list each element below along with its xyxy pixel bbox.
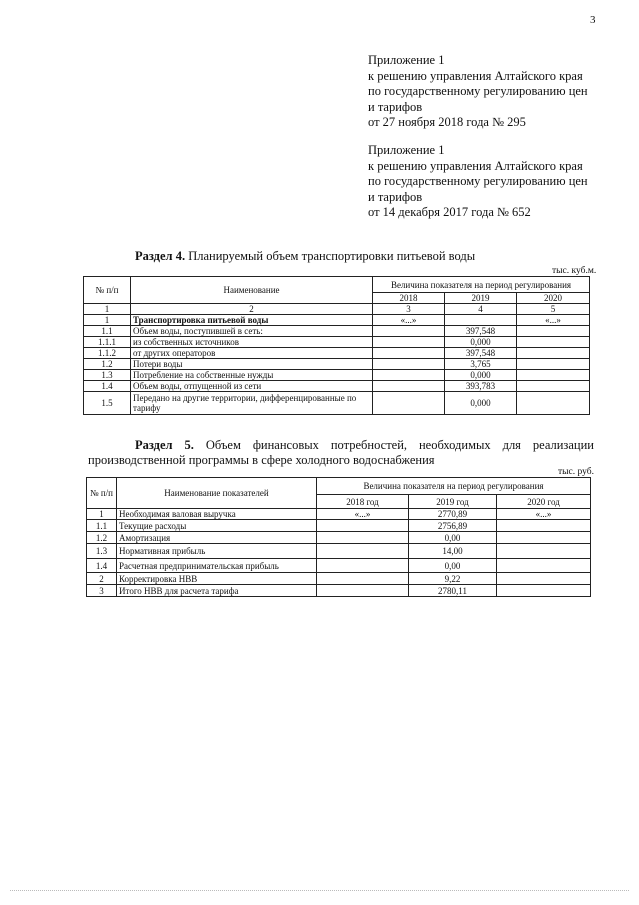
- table-row: [87, 509, 591, 520]
- row-value-2019: 393,783: [445, 381, 517, 392]
- row-num: 1.2: [84, 359, 131, 370]
- header-year-2018: 2018 год: [317, 495, 409, 509]
- row-num: 1.1: [84, 326, 131, 337]
- row-value-2018: [317, 559, 409, 573]
- row-name: Корректировка НВВ: [117, 573, 317, 585]
- row-name: Нормативная прибыль: [117, 544, 317, 559]
- row-num: 1: [87, 509, 117, 520]
- row-value-2019: 9,22: [409, 573, 497, 585]
- appendix-line: по государственному регулированию цен: [368, 174, 588, 188]
- row-value-2019: 0,00: [409, 559, 497, 573]
- section-5-title: [88, 438, 594, 468]
- row-name: Потери воды: [131, 359, 373, 370]
- row-num: 1.5: [84, 392, 131, 415]
- header-year-2019: 2019: [445, 293, 517, 304]
- row-value-2019: 0,000: [445, 370, 517, 381]
- appendix-line: и тарифов: [368, 99, 423, 114]
- appendix-line: от 14 декабря 2017 года № 652: [368, 205, 531, 219]
- row-value-2018: [373, 348, 445, 359]
- row-value-2019: 397,548: [445, 326, 517, 337]
- row-value-2019: 14,00: [409, 544, 497, 559]
- table-row: [87, 544, 591, 559]
- header-period: Величина показателя на период регулирования: [317, 478, 591, 495]
- table-row: [84, 370, 590, 381]
- row-num: 1.1.2: [84, 348, 131, 359]
- row-value-2020: [497, 544, 591, 559]
- table-row: [84, 359, 590, 370]
- row-name: Транспортировка питьевой воды: [131, 315, 373, 326]
- row-value-2020: [497, 532, 591, 544]
- section-5-number: Раздел 5.: [135, 438, 194, 452]
- header-year-2018: 2018: [373, 293, 445, 304]
- row-value-2019: 0,00: [409, 532, 497, 544]
- table-row: [87, 532, 591, 544]
- row-num: 1.4: [87, 559, 117, 573]
- row-value-2019: 0,000: [445, 337, 517, 348]
- page-number: 3: [590, 14, 596, 26]
- row-num: 1.2: [87, 532, 117, 544]
- row-value-2020: [517, 359, 590, 370]
- row-name: Потребление на собственные нужды: [131, 370, 373, 381]
- header-num: № п/п: [84, 277, 131, 304]
- col-number: 1: [84, 304, 131, 315]
- row-value-2020: [517, 326, 590, 337]
- section-5-title-text: Объем финансовых потребностей, необходимых для реализации производственной программы в сфере холодного водоснабжения: [88, 438, 594, 467]
- col-number: 5: [517, 304, 590, 315]
- appendix-line: и тарифов: [368, 189, 423, 204]
- row-num: 3: [87, 585, 117, 597]
- row-value-2018: [373, 381, 445, 392]
- section-4-unit: тыс. куб.м.: [552, 266, 597, 276]
- row-value-2020: [497, 559, 591, 573]
- row-value-2019: 2770,89: [409, 509, 497, 520]
- row-value-2020: [517, 381, 590, 392]
- row-num: 1.1.1: [84, 337, 131, 348]
- table-row: [84, 337, 590, 348]
- table-row: [84, 392, 590, 415]
- row-num: 1: [84, 315, 131, 326]
- row-name: Расчетная предпринимательская прибыль: [117, 559, 317, 573]
- appendix-line: по государственному регулированию цен: [368, 84, 588, 98]
- header-year-2019: 2019 год: [409, 495, 497, 509]
- col-number: 4: [445, 304, 517, 315]
- row-num: 1.1: [87, 520, 117, 532]
- row-value-2018: [373, 337, 445, 348]
- row-value-2019: 0,000: [445, 392, 517, 415]
- section-4-title: [135, 249, 475, 264]
- row-value-2018: [317, 573, 409, 585]
- row-name: Амортизация: [117, 532, 317, 544]
- header-name: Наименование: [131, 277, 373, 304]
- row-name: Итого НВВ для расчета тарифа: [117, 585, 317, 597]
- col-number: 2: [131, 304, 373, 315]
- row-value-2018: [317, 532, 409, 544]
- row-value-2020: [497, 585, 591, 597]
- page-bottom-divider: [10, 890, 629, 891]
- row-value-2018: [317, 544, 409, 559]
- header-year-2020: 2020: [517, 293, 590, 304]
- row-value-2020: «...»: [497, 509, 591, 520]
- table-row: [84, 348, 590, 359]
- section-5-unit: тыс. руб.: [558, 467, 594, 477]
- row-value-2018: [373, 392, 445, 415]
- financial-needs-table: [86, 477, 591, 597]
- row-num: 2: [87, 573, 117, 585]
- table-row: [87, 520, 591, 532]
- row-value-2018: [373, 326, 445, 337]
- appendix-line: Приложение 1: [368, 53, 445, 67]
- row-value-2019: 3,765: [445, 359, 517, 370]
- row-name: из собственных источников: [131, 337, 373, 348]
- header-period: Величина показателя на период регулирования: [373, 277, 590, 293]
- row-value-2018: «...»: [317, 509, 409, 520]
- row-num: 1.3: [87, 544, 117, 559]
- appendix-line: Приложение 1: [368, 143, 445, 157]
- row-value-2020: [497, 573, 591, 585]
- section-4-title-text: Планируемый объем транспортировки питьевой воды: [185, 249, 476, 263]
- row-name: Текущие расходы: [117, 520, 317, 532]
- row-num: 1.4: [84, 381, 131, 392]
- table-row: [87, 585, 591, 597]
- row-value-2019: [445, 315, 517, 326]
- col-number: 3: [373, 304, 445, 315]
- row-name: Объем воды, поступившей в сеть:: [131, 326, 373, 337]
- row-value-2020: [497, 520, 591, 532]
- header-num: № п/п: [87, 478, 117, 509]
- row-value-2018: [373, 370, 445, 381]
- row-value-2020: [517, 370, 590, 381]
- row-name: Необходимая валовая выручка: [117, 509, 317, 520]
- appendix-block-current: [368, 53, 588, 131]
- row-value-2019: 2780,11: [409, 585, 497, 597]
- row-value-2018: «...»: [373, 315, 445, 326]
- row-value-2018: [317, 520, 409, 532]
- row-value-2018: [373, 359, 445, 370]
- header-year-2020: 2020 год: [497, 495, 591, 509]
- water-transport-table: [83, 276, 590, 415]
- table-row: [87, 573, 591, 585]
- table-row: [84, 315, 590, 326]
- appendix-line: к решению управления Алтайского края: [368, 158, 583, 173]
- section-4-number: Раздел 4.: [135, 249, 186, 263]
- row-name: Объем воды, отпущенной из сети: [131, 381, 373, 392]
- row-value-2019: 397,548: [445, 348, 517, 359]
- row-value-2020: [517, 348, 590, 359]
- row-num: 1.3: [84, 370, 131, 381]
- appendix-line: от 27 ноября 2018 года № 295: [368, 115, 526, 129]
- table-row: [84, 326, 590, 337]
- row-value-2020: [517, 392, 590, 415]
- row-value-2020: «...»: [517, 315, 590, 326]
- row-value-2020: [517, 337, 590, 348]
- appendix-line: к решению управления Алтайского края: [368, 68, 583, 83]
- table-row: [87, 559, 591, 573]
- row-value-2019: 2756,89: [409, 520, 497, 532]
- appendix-block-previous: [368, 143, 588, 221]
- header-name: Наименование показателей: [117, 478, 317, 509]
- row-name: от других операторов: [131, 348, 373, 359]
- table-row: [84, 381, 590, 392]
- row-name: Передано на другие территории, дифференцированные по тарифу: [131, 392, 373, 415]
- row-value-2018: [317, 585, 409, 597]
